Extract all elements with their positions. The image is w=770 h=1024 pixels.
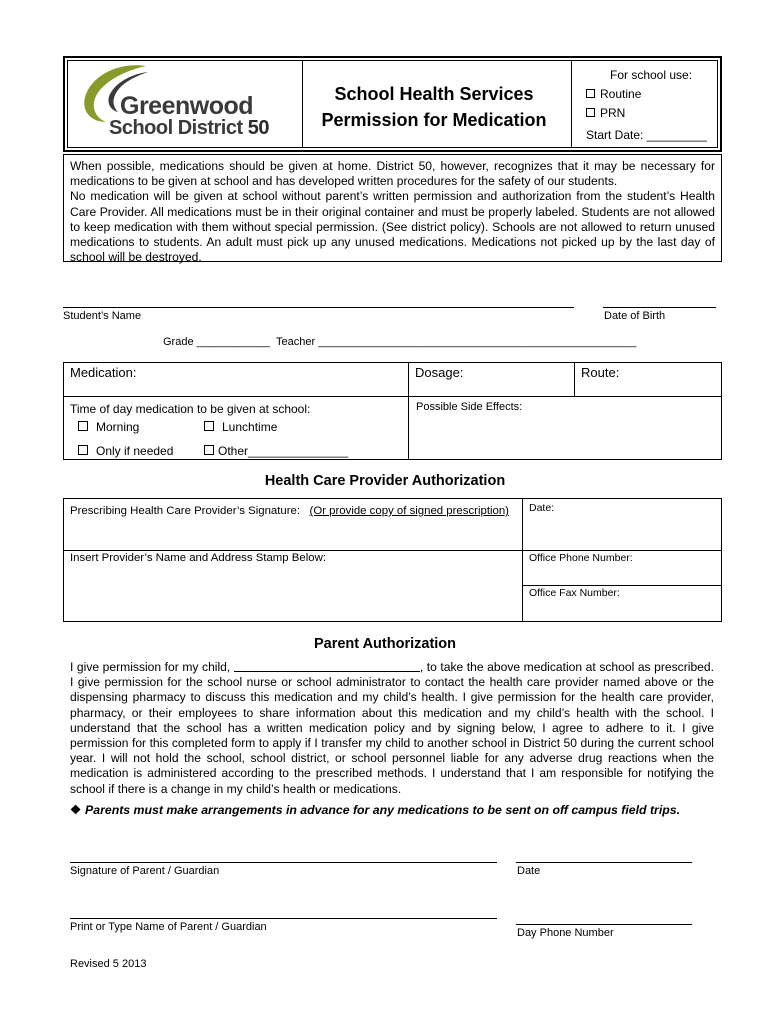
page-title-line1: School Health Services — [334, 84, 534, 104]
routine-checkbox[interactable] — [586, 89, 595, 98]
prn-label: PRN — [600, 106, 626, 120]
route-field[interactable]: Route: — [581, 365, 620, 380]
provider-signature-field[interactable] — [70, 505, 509, 517]
diamond-bullet-icon: ❖ — [70, 803, 82, 817]
field-trip-text: Parents must make arrangements in advance for any medications to be sent on off campus field trips. — [85, 803, 681, 817]
grade-field[interactable]: Grade ____________ — [163, 336, 271, 348]
parent-date-label: Date — [517, 865, 541, 877]
table-divider — [574, 362, 575, 396]
routine-option[interactable] — [586, 87, 641, 101]
parent-phone-line[interactable] — [516, 924, 692, 925]
lunchtime-label: Lunchtime — [222, 420, 278, 434]
provider-copy-note: (Or provide copy of signed prescription) — [309, 505, 509, 517]
table-divider — [522, 498, 523, 622]
parent-authorization-text — [70, 660, 714, 797]
office-phone-field[interactable]: Office Phone Number: — [529, 552, 633, 564]
student-name-line[interactable] — [63, 307, 574, 308]
time-of-day-label: Time of day medication to be given at school: — [70, 402, 311, 416]
prn-checkbox[interactable] — [586, 108, 595, 117]
other-field[interactable]: Other_______________ — [218, 444, 349, 458]
prn-option[interactable] — [586, 106, 625, 120]
medication-field[interactable]: Medication: — [70, 365, 137, 380]
routine-label: Routine — [600, 87, 642, 101]
parent-text-start: I give permission for my child, — [70, 660, 231, 674]
morning-checkbox[interactable] — [78, 421, 88, 431]
table-divider — [408, 362, 409, 460]
school-use-label: For school use: — [610, 68, 693, 82]
parent-date-line[interactable] — [516, 862, 692, 863]
logo-district-text: School District — [109, 117, 243, 139]
start-date-field[interactable]: Start Date: _________ — [586, 128, 707, 142]
other-checkbox[interactable] — [204, 445, 214, 455]
dob-label: Date of Birth — [604, 310, 666, 322]
page-title-line2: Permission for Medication — [321, 110, 547, 130]
logo-name: Greenwood — [120, 92, 254, 120]
parent-name-label: Print or Type Name of Parent / Guardian — [70, 921, 267, 933]
only-if-needed-label: Only if needed — [96, 444, 174, 458]
day-phone-label: Day Phone Number — [517, 927, 614, 939]
field-trip-note — [70, 803, 680, 817]
child-name-blank[interactable] — [234, 660, 420, 672]
lunchtime-checkbox[interactable] — [204, 421, 214, 431]
only-if-needed-checkbox[interactable] — [78, 445, 88, 455]
table-divider — [63, 396, 722, 397]
table-divider — [522, 585, 722, 586]
intro-paragraph: No medication will be given at school without parent’s written permission and authorization from the student’s Health Care Provider. All medications must be in their original container and must be properly labeled. Students are not allowed to keep medication with them without special permission. (See district policy). Schools are not allowed to return unused medications to students. An adult must pick up any unused medications. Medications not picked up by the last day of school will be destroyed. — [70, 189, 715, 265]
header-divider — [571, 61, 572, 147]
logo-number: 50 — [247, 117, 269, 139]
intro-paragraph: When possible, medications should be given at home. District 50, however, recognizes that it may be necessary for medications to be given at school and has developed written procedures for the safety of our students. — [70, 159, 715, 189]
parent-text-rest: , to take the above medication at school as prescribed. I give permission for the school nurse or school administrator to contact the health care provider named above or the dispensing pharmacy to discuss this medication and my child’s health. I give permission for the health care provider, pharmacy, or their employees to share information about this medication and my child’s health with the school. I understand that the school has a written medication policy and by signing below, I agree to adhere to it. I give permission for this completed form to apply if I transfer my child to another school in District 50 during the current school year. I will not hold the school, school district, or school personnel liable for any adverse drug reactions when the medication is administered according to the prescribed methods. I understand that I am responsible for notifying the school if there is a change in my child’s health or medications. — [70, 660, 714, 796]
intro-box — [63, 154, 722, 265]
revision-note: Revised 5 2013 — [70, 958, 147, 970]
provider-signature-label: Prescribing Health Care Provider’s Signature: — [70, 505, 301, 517]
provider-section-title: Health Care Provider Authorization — [264, 473, 506, 489]
morning-label: Morning — [96, 420, 140, 434]
side-effects-field[interactable]: Possible Side Effects: — [416, 401, 523, 413]
dob-line[interactable] — [603, 307, 716, 308]
student-name-label: Student’s Name — [63, 310, 142, 322]
parent-section-title: Parent Authorization — [313, 636, 457, 652]
teacher-field[interactable]: Teacher ____________________________________________________ — [276, 336, 637, 348]
district-logo — [76, 60, 276, 146]
parent-signature-label: Signature of Parent / Guardian — [70, 865, 220, 877]
parent-signature-line[interactable] — [70, 862, 497, 863]
parent-name-line[interactable] — [70, 918, 497, 919]
provider-date-field[interactable]: Date: — [529, 502, 555, 514]
office-fax-field[interactable]: Office Fax Number: — [529, 587, 620, 599]
dosage-field[interactable]: Dosage: — [415, 365, 464, 380]
table-divider — [63, 550, 722, 551]
logo-district — [109, 117, 269, 140]
provider-stamp-field[interactable]: Insert Provider’s Name and Address Stamp Below: — [70, 552, 326, 564]
